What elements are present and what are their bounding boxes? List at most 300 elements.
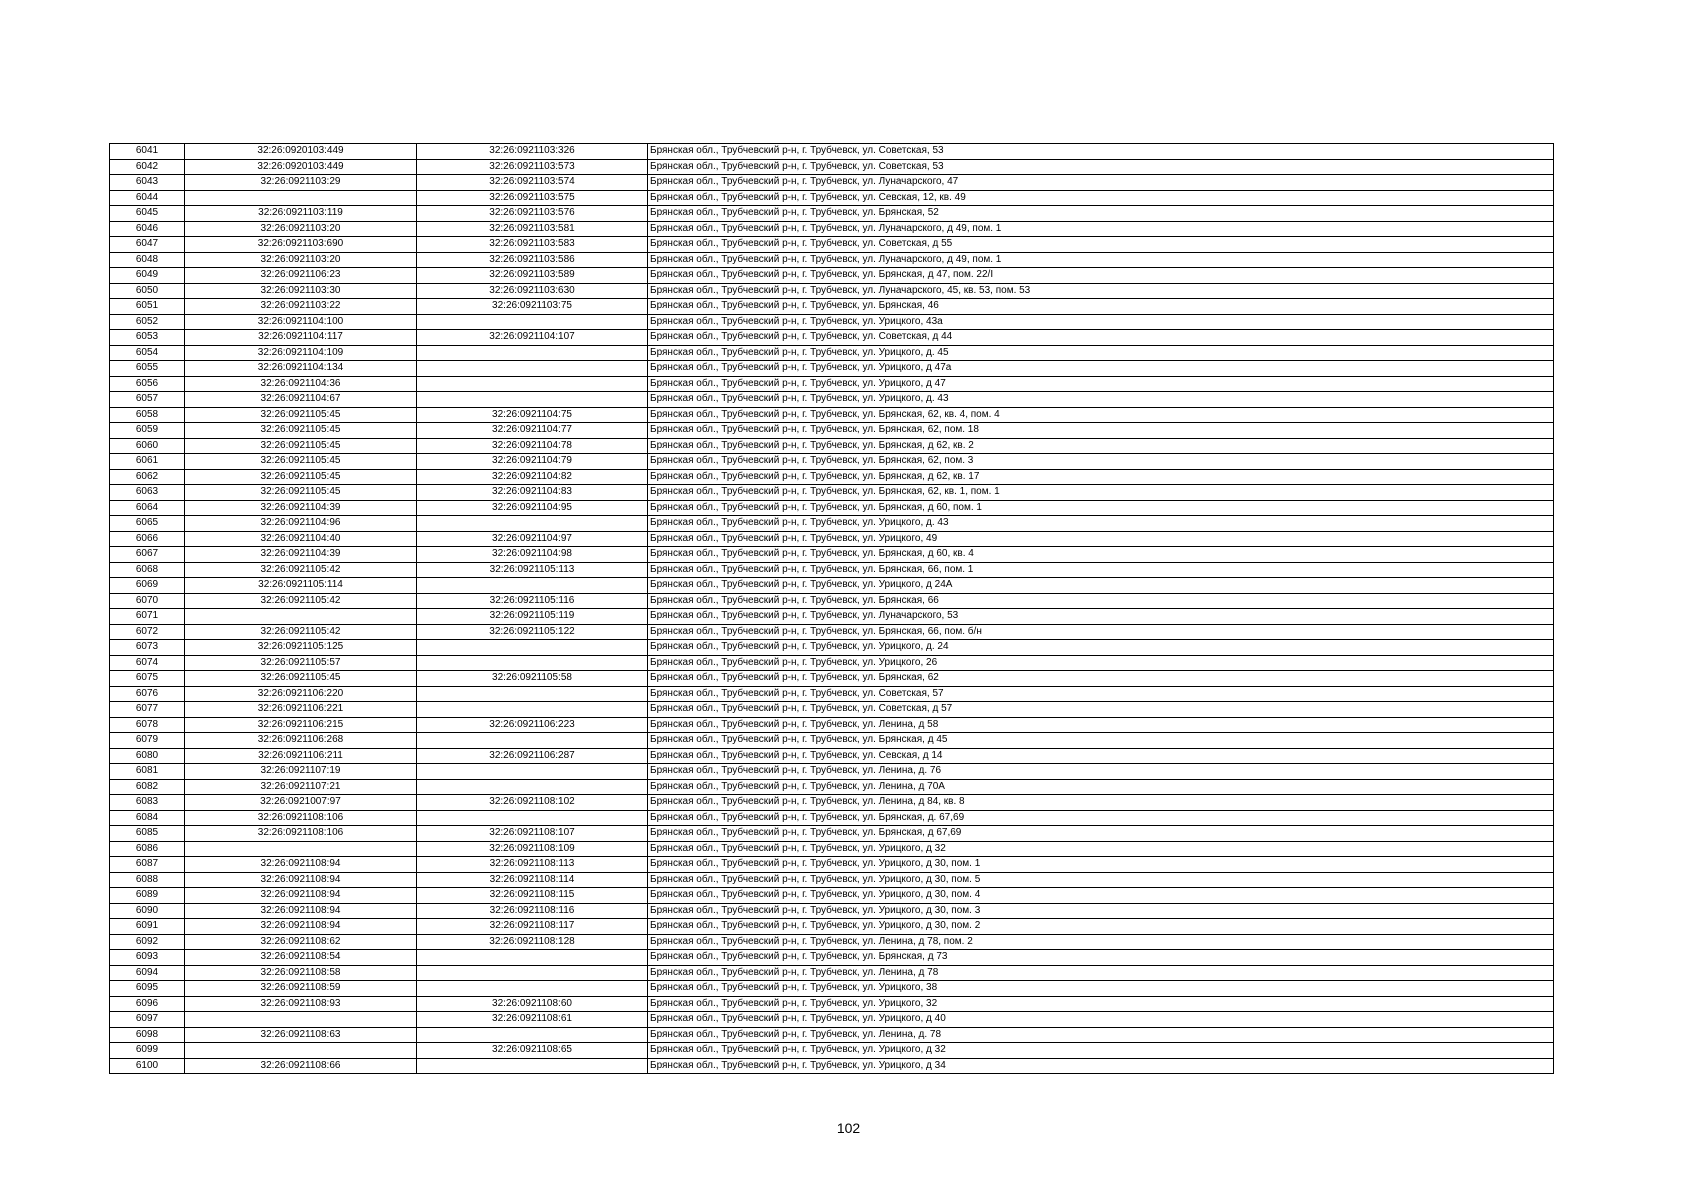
- cadastral-number-cell: 32:26:0921108:114: [417, 872, 648, 888]
- address-cell: Брянская обл., Трубчевский р-н, г. Трубчевск, ул. Севская, 12, кв. 49: [648, 190, 1554, 206]
- row-number-cell: 6099: [110, 1043, 185, 1059]
- row-number-cell: 6058: [110, 407, 185, 423]
- table-row: [110, 717, 1554, 733]
- row-number-cell: 6059: [110, 423, 185, 439]
- parent-cadastral-number-cell: 32:26:0921106:220: [185, 686, 417, 702]
- address-cell: Брянская обл., Трубчевский р-н, г. Трубчевск, ул. Ленина, д 84, кв. 8: [648, 795, 1554, 811]
- table-row: [110, 159, 1554, 175]
- address-cell: Брянская обл., Трубчевский р-н, г. Трубчевск, ул. Советская, д 44: [648, 330, 1554, 346]
- parent-cadastral-number-cell: 32:26:0921103:20: [185, 221, 417, 237]
- cadastral-number-cell: 32:26:0921105:113: [417, 562, 648, 578]
- address-cell: Брянская обл., Трубчевский р-н, г. Трубчевск, ул. Урицкого, д 32: [648, 1043, 1554, 1059]
- table-row: [110, 376, 1554, 392]
- parent-cadastral-number-cell: 32:26:0921105:114: [185, 578, 417, 594]
- parent-cadastral-number-cell: 32:26:0921104:100: [185, 314, 417, 330]
- row-number-cell: 6097: [110, 1012, 185, 1028]
- table-row: [110, 934, 1554, 950]
- cadastral-number-cell: 32:26:0921104:97: [417, 531, 648, 547]
- table-row: [110, 733, 1554, 749]
- address-cell: Брянская обл., Трубчевский р-н, г. Трубчевск, ул. Брянская, д. 67,69: [648, 810, 1554, 826]
- parent-cadastral-number-cell: 32:26:0921105:42: [185, 562, 417, 578]
- row-number-cell: 6046: [110, 221, 185, 237]
- parent-cadastral-number-cell: 32:26:0921105:125: [185, 640, 417, 656]
- row-number-cell: 6051: [110, 299, 185, 315]
- parent-cadastral-number-cell: 32:26:0921108:93: [185, 996, 417, 1012]
- row-number-cell: 6060: [110, 438, 185, 454]
- cadastral-number-cell: 32:26:0921104:77: [417, 423, 648, 439]
- cadastral-number-cell: [417, 345, 648, 361]
- row-number-cell: 6077: [110, 702, 185, 718]
- cadastral-number-cell: [417, 702, 648, 718]
- row-number-cell: 6092: [110, 934, 185, 950]
- address-cell: Брянская обл., Трубчевский р-н, г. Трубчевск, ул. Ленина, д. 78: [648, 1027, 1554, 1043]
- table-row: [110, 252, 1554, 268]
- table-row: [110, 144, 1554, 160]
- cadastral-number-cell: [417, 779, 648, 795]
- table-row: [110, 500, 1554, 516]
- table-row: [110, 454, 1554, 470]
- address-cell: Брянская обл., Трубчевский р-н, г. Трубчевск, ул. Брянская, д 67,69: [648, 826, 1554, 842]
- address-cell: Брянская обл., Трубчевский р-н, г. Трубчевск, ул. Ленина, д. 76: [648, 764, 1554, 780]
- parent-cadastral-number-cell: 32:26:0921103:30: [185, 283, 417, 299]
- row-number-cell: 6082: [110, 779, 185, 795]
- table-row: [110, 407, 1554, 423]
- cadastral-number-cell: 32:26:0921108:109: [417, 841, 648, 857]
- parent-cadastral-number-cell: 32:26:0921104:134: [185, 361, 417, 377]
- address-cell: Брянская обл., Трубчевский р-н, г. Трубчевск, ул. Урицкого, д 30, пом. 1: [648, 857, 1554, 873]
- address-cell: Брянская обл., Трубчевский р-н, г. Трубчевск, ул. Советская, д 57: [648, 702, 1554, 718]
- table-row: [110, 516, 1554, 532]
- row-number-cell: 6045: [110, 206, 185, 222]
- parent-cadastral-number-cell: 32:26:0921105:45: [185, 423, 417, 439]
- cadastral-number-cell: [417, 392, 648, 408]
- table-row: [110, 345, 1554, 361]
- table-row: [110, 903, 1554, 919]
- parent-cadastral-number-cell: 32:26:0921105:57: [185, 655, 417, 671]
- cadastral-number-cell: 32:26:0921103:630: [417, 283, 648, 299]
- table-row: [110, 981, 1554, 997]
- table-row: [110, 1058, 1554, 1074]
- row-number-cell: 6073: [110, 640, 185, 656]
- address-cell: Брянская обл., Трубчевский р-н, г. Трубчевск, ул. Брянская, 66, пом. б/н: [648, 624, 1554, 640]
- table-row: [110, 841, 1554, 857]
- row-number-cell: 6075: [110, 671, 185, 687]
- row-number-cell: 6055: [110, 361, 185, 377]
- parent-cadastral-number-cell: 32:26:0921106:23: [185, 268, 417, 284]
- cadastral-number-cell: 32:26:0921108:115: [417, 888, 648, 904]
- address-cell: Брянская обл., Трубчевский р-н, г. Трубчевск, ул. Брянская, 52: [648, 206, 1554, 222]
- cadastral-number-cell: [417, 686, 648, 702]
- cadastral-number-cell: 32:26:0921108:113: [417, 857, 648, 873]
- row-number-cell: 6094: [110, 965, 185, 981]
- cadastral-number-cell: 32:26:0921108:117: [417, 919, 648, 935]
- cadastral-number-cell: 32:26:0921105:122: [417, 624, 648, 640]
- table-row: [110, 826, 1554, 842]
- parent-cadastral-number-cell: 32:26:0921104:67: [185, 392, 417, 408]
- address-cell: Брянская обл., Трубчевский р-н, г. Трубчевск, ул. Брянская, д 62, кв. 2: [648, 438, 1554, 454]
- row-number-cell: 6070: [110, 593, 185, 609]
- cadastral-number-cell: [417, 733, 648, 749]
- table-row: [110, 485, 1554, 501]
- cadastral-number-cell: [417, 314, 648, 330]
- address-cell: Брянская обл., Трубчевский р-н, г. Трубчевск, ул. Луначарского, 47: [648, 175, 1554, 191]
- table-row: [110, 1043, 1554, 1059]
- cadastral-number-cell: [417, 640, 648, 656]
- row-number-cell: 6079: [110, 733, 185, 749]
- address-cell: Брянская обл., Трубчевский р-н, г. Трубчевск, ул. Брянская, д 60, кв. 4: [648, 547, 1554, 563]
- parent-cadastral-number-cell: 32:26:0921104:96: [185, 516, 417, 532]
- table-row: [110, 330, 1554, 346]
- cadastral-number-cell: [417, 1058, 648, 1074]
- address-cell: Брянская обл., Трубчевский р-н, г. Трубчевск, ул. Брянская, д 62, кв. 17: [648, 469, 1554, 485]
- parent-cadastral-number-cell: 32:26:0921108:54: [185, 950, 417, 966]
- address-cell: Брянская обл., Трубчевский р-н, г. Трубчевск, ул. Брянская, 46: [648, 299, 1554, 315]
- table-row: [110, 469, 1554, 485]
- table-row: [110, 671, 1554, 687]
- address-cell: Брянская обл., Трубчевский р-н, г. Трубчевск, ул. Урицкого, д 47а: [648, 361, 1554, 377]
- table-row: [110, 423, 1554, 439]
- address-cell: Брянская обл., Трубчевский р-н, г. Трубчевск, ул. Луначарского, д 49, пом. 1: [648, 252, 1554, 268]
- cadastral-number-cell: 32:26:0921104:98: [417, 547, 648, 563]
- cadastral-number-cell: [417, 981, 648, 997]
- cadastral-number-cell: 32:26:0921104:79: [417, 454, 648, 470]
- parent-cadastral-number-cell: 32:26:0921103:29: [185, 175, 417, 191]
- parent-cadastral-number-cell: 32:26:0921104:36: [185, 376, 417, 392]
- table-row: [110, 578, 1554, 594]
- row-number-cell: 6080: [110, 748, 185, 764]
- table-row: [110, 190, 1554, 206]
- table-row: [110, 609, 1554, 625]
- row-number-cell: 6041: [110, 144, 185, 160]
- parent-cadastral-number-cell: 32:26:0921103:119: [185, 206, 417, 222]
- row-number-cell: 6098: [110, 1027, 185, 1043]
- parent-cadastral-number-cell: 32:26:0921105:42: [185, 593, 417, 609]
- address-cell: Брянская обл., Трубчевский р-н, г. Трубчевск, ул. Брянская, 62, пом. 18: [648, 423, 1554, 439]
- table-row: [110, 361, 1554, 377]
- cadastral-table: [109, 143, 1554, 1074]
- address-cell: Брянская обл., Трубчевский р-н, г. Трубчевск, ул. Брянская, 62: [648, 671, 1554, 687]
- table-row: [110, 283, 1554, 299]
- table-row: [110, 314, 1554, 330]
- row-number-cell: 6093: [110, 950, 185, 966]
- row-number-cell: 6091: [110, 919, 185, 935]
- address-cell: Брянская обл., Трубчевский р-н, г. Трубчевск, ул. Советская, 57: [648, 686, 1554, 702]
- row-number-cell: 6044: [110, 190, 185, 206]
- address-cell: Брянская обл., Трубчевский р-н, г. Трубчевск, ул. Урицкого, 38: [648, 981, 1554, 997]
- address-cell: Брянская обл., Трубчевский р-н, г. Трубчевск, ул. Ленина, д 70А: [648, 779, 1554, 795]
- parent-cadastral-number-cell: [185, 609, 417, 625]
- parent-cadastral-number-cell: 32:26:0921105:42: [185, 624, 417, 640]
- table-row: [110, 810, 1554, 826]
- parent-cadastral-number-cell: 32:26:0921108:106: [185, 810, 417, 826]
- cadastral-number-cell: [417, 810, 648, 826]
- cadastral-number-cell: 32:26:0921105:58: [417, 671, 648, 687]
- cadastral-number-cell: 32:26:0921105:116: [417, 593, 648, 609]
- row-number-cell: 6048: [110, 252, 185, 268]
- cadastral-number-cell: [417, 376, 648, 392]
- row-number-cell: 6089: [110, 888, 185, 904]
- table-row: [110, 1012, 1554, 1028]
- parent-cadastral-number-cell: 32:26:0921108:59: [185, 981, 417, 997]
- row-number-cell: 6053: [110, 330, 185, 346]
- address-cell: Брянская обл., Трубчевский р-н, г. Трубчевск, ул. Урицкого, д 47: [648, 376, 1554, 392]
- row-number-cell: 6063: [110, 485, 185, 501]
- parent-cadastral-number-cell: 32:26:0920103:449: [185, 144, 417, 160]
- cadastral-number-cell: 32:26:0921108:128: [417, 934, 648, 950]
- cadastral-number-cell: 32:26:0921103:589: [417, 268, 648, 284]
- row-number-cell: 6042: [110, 159, 185, 175]
- address-cell: Брянская обл., Трубчевский р-н, г. Трубчевск, ул. Урицкого, д. 43: [648, 392, 1554, 408]
- parent-cadastral-number-cell: 32:26:0921108:58: [185, 965, 417, 981]
- table-row: [110, 1027, 1554, 1043]
- table-row: [110, 686, 1554, 702]
- parent-cadastral-number-cell: 32:26:0921105:45: [185, 485, 417, 501]
- cadastral-number-cell: 32:26:0921103:586: [417, 252, 648, 268]
- table-row: [110, 531, 1554, 547]
- table-row: [110, 857, 1554, 873]
- cadastral-number-cell: [417, 950, 648, 966]
- row-number-cell: 6090: [110, 903, 185, 919]
- cadastral-number-cell: 32:26:0921103:573: [417, 159, 648, 175]
- address-cell: Брянская обл., Трубчевский р-н, г. Трубчевск, ул. Советская, д 55: [648, 237, 1554, 253]
- table-row: [110, 640, 1554, 656]
- parent-cadastral-number-cell: 32:26:0921104:39: [185, 547, 417, 563]
- address-cell: Брянская обл., Трубчевский р-н, г. Трубчевск, ул. Брянская, 62, пом. 3: [648, 454, 1554, 470]
- parent-cadastral-number-cell: 32:26:0921105:45: [185, 454, 417, 470]
- address-cell: Брянская обл., Трубчевский р-н, г. Трубчевск, ул. Урицкого, 49: [648, 531, 1554, 547]
- cadastral-number-cell: [417, 965, 648, 981]
- page-number: 102: [836, 1120, 861, 1136]
- table-row: [110, 299, 1554, 315]
- row-number-cell: 6095: [110, 981, 185, 997]
- cadastral-number-cell: 32:26:0921103:583: [417, 237, 648, 253]
- address-cell: Брянская обл., Трубчевский р-н, г. Трубчевск, ул. Луначарского, 45, кв. 53, пом. 53: [648, 283, 1554, 299]
- address-cell: Брянская обл., Трубчевский р-н, г. Трубчевск, ул. Урицкого, д. 24: [648, 640, 1554, 656]
- address-cell: Брянская обл., Трубчевский р-н, г. Трубчевск, ул. Урицкого, д 30, пом. 4: [648, 888, 1554, 904]
- address-cell: Брянская обл., Трубчевский р-н, г. Трубчевск, ул. Урицкого, д 40: [648, 1012, 1554, 1028]
- address-cell: Брянская обл., Трубчевский р-н, г. Трубчевск, ул. Брянская, д 60, пом. 1: [648, 500, 1554, 516]
- parent-cadastral-number-cell: 32:26:0921107:21: [185, 779, 417, 795]
- parent-cadastral-number-cell: 32:26:0921106:221: [185, 702, 417, 718]
- table-row: [110, 562, 1554, 578]
- address-cell: Брянская обл., Трубчевский р-н, г. Трубчевск, ул. Ленина, д 78, пом. 2: [648, 934, 1554, 950]
- table-row: [110, 872, 1554, 888]
- row-number-cell: 6086: [110, 841, 185, 857]
- address-cell: Брянская обл., Трубчевский р-н, г. Трубчевск, ул. Ленина, д 78: [648, 965, 1554, 981]
- cadastral-number-cell: 32:26:0921105:119: [417, 609, 648, 625]
- row-number-cell: 6085: [110, 826, 185, 842]
- table-row: [110, 624, 1554, 640]
- row-number-cell: 6078: [110, 717, 185, 733]
- address-cell: Брянская обл., Трубчевский р-н, г. Трубчевск, ул. Урицкого, 32: [648, 996, 1554, 1012]
- address-cell: Брянская обл., Трубчевский р-н, г. Трубчевск, ул. Луначарского, д 49, пом. 1: [648, 221, 1554, 237]
- cadastral-number-cell: [417, 764, 648, 780]
- parent-cadastral-number-cell: [185, 190, 417, 206]
- table-row: [110, 888, 1554, 904]
- row-number-cell: 6068: [110, 562, 185, 578]
- cadastral-number-cell: 32:26:0921104:95: [417, 500, 648, 516]
- address-cell: Брянская обл., Трубчевский р-н, г. Трубчевск, ул. Урицкого, д. 43: [648, 516, 1554, 532]
- row-number-cell: 6066: [110, 531, 185, 547]
- table-row: [110, 268, 1554, 284]
- cadastral-number-cell: 32:26:0921108:60: [417, 996, 648, 1012]
- address-cell: Брянская обл., Трубчевский р-н, г. Трубчевск, ул. Брянская, 66, пом. 1: [648, 562, 1554, 578]
- parent-cadastral-number-cell: 32:26:0921108:94: [185, 888, 417, 904]
- address-cell: Брянская обл., Трубчевский р-н, г. Трубчевск, ул. Брянская, 62, кв. 4, пом. 4: [648, 407, 1554, 423]
- parent-cadastral-number-cell: 32:26:0921105:45: [185, 438, 417, 454]
- parent-cadastral-number-cell: 32:26:0921104:109: [185, 345, 417, 361]
- parent-cadastral-number-cell: 32:26:0921108:66: [185, 1058, 417, 1074]
- row-number-cell: 6064: [110, 500, 185, 516]
- row-number-cell: 6084: [110, 810, 185, 826]
- address-cell: Брянская обл., Трубчевский р-н, г. Трубчевск, ул. Брянская, 66: [648, 593, 1554, 609]
- row-number-cell: 6049: [110, 268, 185, 284]
- table-row: [110, 919, 1554, 935]
- table-row: [110, 795, 1554, 811]
- cadastral-number-cell: 32:26:0921103:581: [417, 221, 648, 237]
- parent-cadastral-number-cell: 32:26:0921108:63: [185, 1027, 417, 1043]
- row-number-cell: 6043: [110, 175, 185, 191]
- address-cell: Брянская обл., Трубчевский р-н, г. Трубчевск, ул. Урицкого, д 30, пом. 3: [648, 903, 1554, 919]
- table-row: [110, 764, 1554, 780]
- parent-cadastral-number-cell: 32:26:0921107:19: [185, 764, 417, 780]
- parent-cadastral-number-cell: 32:26:0921007:97: [185, 795, 417, 811]
- row-number-cell: 6065: [110, 516, 185, 532]
- parent-cadastral-number-cell: 32:26:0921103:690: [185, 237, 417, 253]
- parent-cadastral-number-cell: 32:26:0921104:117: [185, 330, 417, 346]
- cadastral-number-cell: 32:26:0921108:65: [417, 1043, 648, 1059]
- address-cell: Брянская обл., Трубчевский р-н, г. Трубчевск, ул. Советская, 53: [648, 159, 1554, 175]
- address-cell: Брянская обл., Трубчевский р-н, г. Трубчевск, ул. Урицкого, 26: [648, 655, 1554, 671]
- cadastral-number-cell: 32:26:0921104:75: [417, 407, 648, 423]
- table-row: [110, 237, 1554, 253]
- cadastral-number-cell: [417, 361, 648, 377]
- parent-cadastral-number-cell: 32:26:0921105:45: [185, 469, 417, 485]
- parent-cadastral-number-cell: 32:26:0921105:45: [185, 407, 417, 423]
- row-number-cell: 6061: [110, 454, 185, 470]
- table-row: [110, 950, 1554, 966]
- parent-cadastral-number-cell: 32:26:0921104:40: [185, 531, 417, 547]
- address-cell: Брянская обл., Трубчевский р-н, г. Трубчевск, ул. Советская, 53: [648, 144, 1554, 160]
- row-number-cell: 6072: [110, 624, 185, 640]
- parent-cadastral-number-cell: 32:26:0920103:449: [185, 159, 417, 175]
- address-cell: Брянская обл., Трубчевский р-н, г. Трубчевск, ул. Брянская, 62, кв. 1, пом. 1: [648, 485, 1554, 501]
- address-cell: Брянская обл., Трубчевский р-н, г. Трубчевск, ул. Урицкого, д 30, пом. 5: [648, 872, 1554, 888]
- table-row: [110, 655, 1554, 671]
- table-row: [110, 996, 1554, 1012]
- row-number-cell: 6067: [110, 547, 185, 563]
- row-number-cell: 6076: [110, 686, 185, 702]
- cadastral-number-cell: 32:26:0921104:78: [417, 438, 648, 454]
- address-cell: Брянская обл., Трубчевский р-н, г. Трубчевск, ул. Урицкого, д 24А: [648, 578, 1554, 594]
- cadastral-number-cell: 32:26:0921108:116: [417, 903, 648, 919]
- parent-cadastral-number-cell: 32:26:0921108:94: [185, 903, 417, 919]
- table-body: [110, 144, 1554, 1074]
- parent-cadastral-number-cell: [185, 1012, 417, 1028]
- parent-cadastral-number-cell: 32:26:0921106:215: [185, 717, 417, 733]
- table-row: [110, 779, 1554, 795]
- row-number-cell: 6083: [110, 795, 185, 811]
- row-number-cell: 6054: [110, 345, 185, 361]
- parent-cadastral-number-cell: 32:26:0921106:211: [185, 748, 417, 764]
- address-cell: Брянская обл., Трубчевский р-н, г. Трубчевск, ул. Брянская, д 73: [648, 950, 1554, 966]
- parent-cadastral-number-cell: 32:26:0921108:94: [185, 919, 417, 935]
- parent-cadastral-number-cell: [185, 841, 417, 857]
- table-row: [110, 392, 1554, 408]
- table-row: [110, 438, 1554, 454]
- parent-cadastral-number-cell: 32:26:0921104:39: [185, 500, 417, 516]
- cadastral-number-cell: 32:26:0921104:83: [417, 485, 648, 501]
- row-number-cell: 6052: [110, 314, 185, 330]
- cadastral-number-cell: 32:26:0921106:223: [417, 717, 648, 733]
- table-row: [110, 175, 1554, 191]
- cadastral-number-cell: 32:26:0921108:107: [417, 826, 648, 842]
- address-cell: Брянская обл., Трубчевский р-н, г. Трубчевск, ул. Брянская, д 47, пом. 22/I: [648, 268, 1554, 284]
- cadastral-number-cell: [417, 1027, 648, 1043]
- row-number-cell: 6096: [110, 996, 185, 1012]
- cadastral-number-cell: 32:26:0921106:287: [417, 748, 648, 764]
- table-row: [110, 965, 1554, 981]
- row-number-cell: 6047: [110, 237, 185, 253]
- parent-cadastral-number-cell: 32:26:0921103:22: [185, 299, 417, 315]
- table-row: [110, 547, 1554, 563]
- address-cell: Брянская обл., Трубчевский р-н, г. Трубчевск, ул. Урицкого, д 30, пом. 2: [648, 919, 1554, 935]
- parent-cadastral-number-cell: [185, 1043, 417, 1059]
- row-number-cell: 6071: [110, 609, 185, 625]
- parent-cadastral-number-cell: 32:26:0921108:94: [185, 872, 417, 888]
- parent-cadastral-number-cell: 32:26:0921108:94: [185, 857, 417, 873]
- address-cell: Брянская обл., Трубчевский р-н, г. Трубчевск, ул. Урицкого, д 32: [648, 841, 1554, 857]
- address-cell: Брянская обл., Трубчевский р-н, г. Трубчевск, ул. Луначарского, 53: [648, 609, 1554, 625]
- row-number-cell: 6057: [110, 392, 185, 408]
- cadastral-number-cell: [417, 516, 648, 532]
- parent-cadastral-number-cell: 32:26:0921105:45: [185, 671, 417, 687]
- row-number-cell: 6062: [110, 469, 185, 485]
- table-row: [110, 702, 1554, 718]
- cadastral-number-cell: 32:26:0921104:82: [417, 469, 648, 485]
- table-row: [110, 748, 1554, 764]
- row-number-cell: 6056: [110, 376, 185, 392]
- cadastral-number-cell: [417, 655, 648, 671]
- cadastral-number-cell: 32:26:0921103:75: [417, 299, 648, 315]
- address-cell: Брянская обл., Трубчевский р-н, г. Трубчевск, ул. Урицкого, д. 45: [648, 345, 1554, 361]
- table-row: [110, 593, 1554, 609]
- row-number-cell: 6050: [110, 283, 185, 299]
- cadastral-number-cell: 32:26:0921108:102: [417, 795, 648, 811]
- parent-cadastral-number-cell: 32:26:0921103:20: [185, 252, 417, 268]
- row-number-cell: 6081: [110, 764, 185, 780]
- cadastral-number-cell: 32:26:0921103:575: [417, 190, 648, 206]
- parent-cadastral-number-cell: 32:26:0921108:106: [185, 826, 417, 842]
- cadastral-number-cell: 32:26:0921103:576: [417, 206, 648, 222]
- table-row: [110, 206, 1554, 222]
- row-number-cell: 6087: [110, 857, 185, 873]
- row-number-cell: 6100: [110, 1058, 185, 1074]
- row-number-cell: 6074: [110, 655, 185, 671]
- cadastral-number-cell: [417, 578, 648, 594]
- parent-cadastral-number-cell: 32:26:0921106:268: [185, 733, 417, 749]
- table-row: [110, 221, 1554, 237]
- cadastral-number-cell: 32:26:0921104:107: [417, 330, 648, 346]
- address-cell: Брянская обл., Трубчевский р-н, г. Трубчевск, ул. Брянская, д 45: [648, 733, 1554, 749]
- parent-cadastral-number-cell: 32:26:0921108:62: [185, 934, 417, 950]
- address-cell: Брянская обл., Трубчевский р-н, г. Трубчевск, ул. Севская, д 14: [648, 748, 1554, 764]
- address-cell: Брянская обл., Трубчевский р-н, г. Трубчевск, ул. Ленина, д 58: [648, 717, 1554, 733]
- cadastral-number-cell: 32:26:0921103:326: [417, 144, 648, 160]
- row-number-cell: 6069: [110, 578, 185, 594]
- row-number-cell: 6088: [110, 872, 185, 888]
- cadastral-number-cell: 32:26:0921103:574: [417, 175, 648, 191]
